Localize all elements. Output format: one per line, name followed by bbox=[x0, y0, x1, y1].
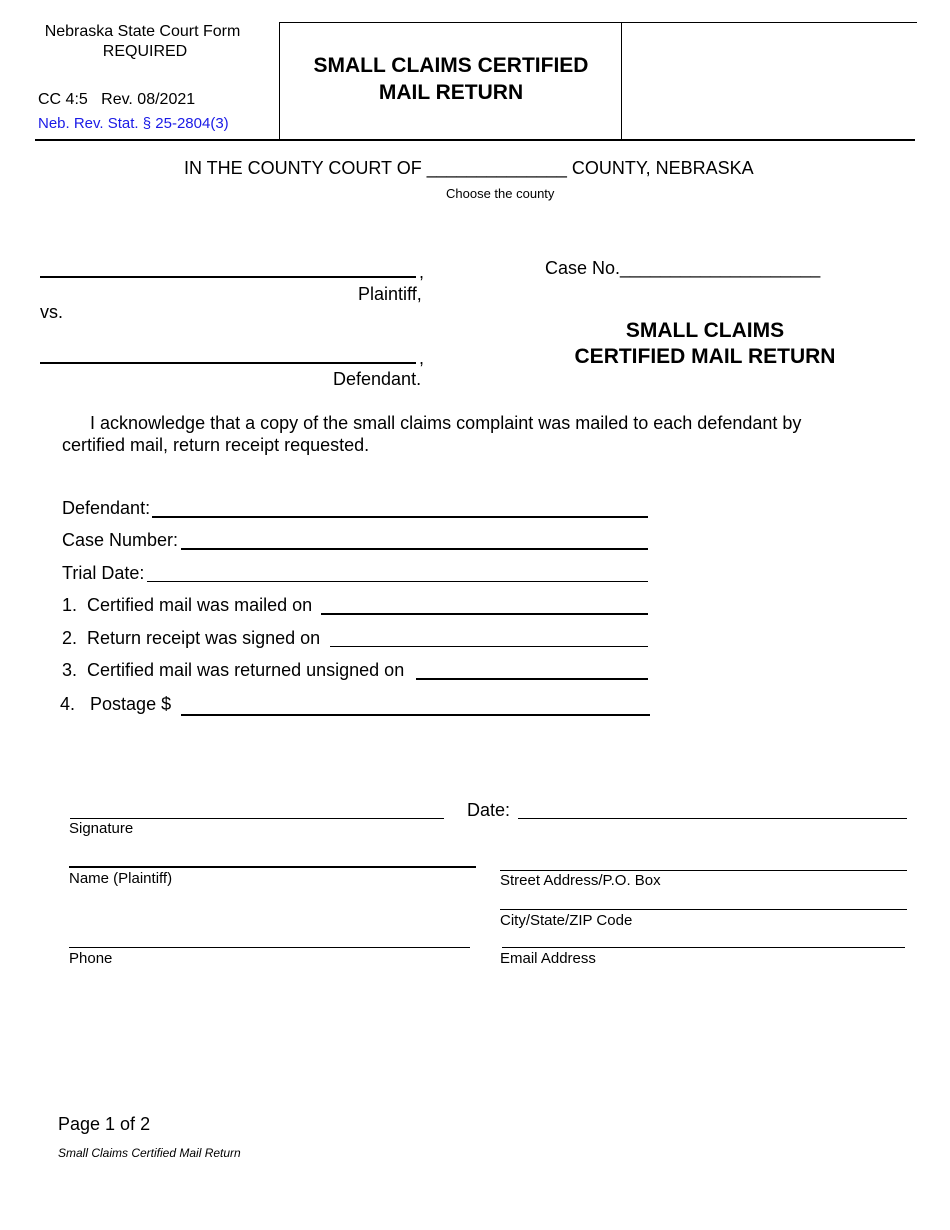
returned-unsigned-underline bbox=[416, 678, 648, 680]
street-underline bbox=[500, 870, 907, 871]
caption-title-line1: SMALL CLAIMS bbox=[625, 319, 785, 342]
item2-num: 2. bbox=[62, 628, 78, 648]
case-number-label: Case Number: bbox=[62, 530, 179, 550]
defendant-underline bbox=[40, 362, 416, 364]
postage-underline bbox=[181, 714, 650, 716]
form-revision: Rev. 08/2021 bbox=[101, 91, 196, 108]
item4-label: Postage $ bbox=[90, 694, 172, 714]
form-number: CC 4:5 bbox=[38, 91, 88, 108]
name-input[interactable] bbox=[69, 846, 479, 868]
trial-date-underline bbox=[147, 581, 648, 582]
item4 bbox=[60, 694, 171, 715]
signature-input[interactable] bbox=[70, 798, 447, 820]
footer-form-name: Small Claims Certified Mail Return bbox=[58, 1146, 241, 1160]
trial-date-label: Trial Date: bbox=[62, 563, 145, 583]
case-no-label: Case No. bbox=[545, 258, 621, 278]
phone-input[interactable] bbox=[69, 927, 473, 949]
form-title-line2: MAIL RETURN bbox=[378, 81, 524, 104]
form-title bbox=[280, 52, 622, 106]
acknowledgement-line2: certified mail, return receipt requested. bbox=[62, 435, 370, 455]
defendant-field-label: Defendant: bbox=[62, 498, 151, 518]
phone-underline bbox=[69, 947, 470, 948]
item1-num: 1. bbox=[62, 595, 78, 615]
defendant-name-input[interactable] bbox=[40, 342, 419, 364]
page-number: Page 1 of 2 bbox=[58, 1114, 151, 1134]
date-input[interactable] bbox=[518, 798, 910, 820]
court-line bbox=[184, 158, 754, 179]
item2 bbox=[62, 628, 320, 649]
signed-on-input[interactable] bbox=[330, 626, 651, 648]
postage-input[interactable] bbox=[181, 694, 653, 716]
item1 bbox=[62, 595, 312, 616]
court-suffix: COUNTY, NEBRASKA bbox=[571, 158, 754, 178]
street-input[interactable] bbox=[500, 850, 910, 872]
mailed-on-input[interactable] bbox=[321, 593, 651, 615]
item3-num: 3. bbox=[62, 660, 78, 680]
plaintiff-label: Plaintiff, bbox=[358, 284, 422, 304]
acknowledgement bbox=[62, 412, 801, 456]
city-underline bbox=[500, 909, 907, 910]
email-input[interactable] bbox=[502, 927, 908, 949]
signature-underline bbox=[70, 818, 444, 819]
mailed-on-underline bbox=[321, 613, 648, 615]
statute-link[interactable]: Neb. Rev. Stat. § 25-2804(3) bbox=[38, 115, 229, 132]
court-form-line1: Nebraska State Court Form bbox=[44, 23, 241, 40]
caption-title bbox=[560, 318, 850, 370]
email-label: Email Address bbox=[500, 950, 596, 967]
phone-label: Phone bbox=[69, 950, 113, 967]
defendant-field-input[interactable] bbox=[152, 496, 651, 518]
plaintiff-underline bbox=[40, 276, 416, 278]
street-label: Street Address/P.O. Box bbox=[500, 872, 661, 889]
date-label: Date: bbox=[467, 800, 511, 820]
city-input[interactable] bbox=[500, 889, 910, 911]
header-top-rule bbox=[279, 22, 917, 23]
item3-label: Certified mail was returned unsigned on bbox=[87, 660, 405, 680]
case-no-input[interactable]: ____________________ bbox=[620, 258, 821, 278]
defendant-label: Defendant. bbox=[333, 369, 422, 389]
item4-num: 4. bbox=[60, 694, 76, 714]
case-number-underline bbox=[181, 548, 648, 550]
caption-title-line2: CERTIFIED MAIL RETURN bbox=[574, 345, 836, 368]
form-number-block bbox=[38, 90, 195, 110]
date-underline bbox=[518, 818, 907, 819]
email-underline bbox=[502, 947, 905, 948]
acknowledgement-line1: I acknowledge that a copy of the small claims complaint was mailed to each defendant by bbox=[90, 413, 802, 433]
case-number-input[interactable] bbox=[181, 528, 651, 550]
returned-unsigned-input[interactable] bbox=[416, 658, 651, 680]
signature-label: Signature bbox=[69, 820, 134, 837]
vs-label: vs. bbox=[40, 302, 64, 322]
defendant-comma: , bbox=[419, 348, 425, 368]
form-title-line1: SMALL CLAIMS CERTIFIED bbox=[313, 54, 589, 77]
trial-date-input[interactable] bbox=[147, 561, 651, 583]
court-prefix: IN THE COUNTY COURT OF bbox=[184, 158, 422, 178]
item3 bbox=[62, 660, 404, 681]
name-label: Name (Plaintiff) bbox=[69, 870, 173, 887]
item1-label: Certified mail was mailed on bbox=[87, 595, 313, 615]
plaintiff-comma: , bbox=[419, 262, 425, 282]
county-hint: Choose the county bbox=[446, 186, 555, 201]
court-form-line2: REQUIRED bbox=[102, 43, 188, 60]
case-no bbox=[545, 258, 820, 279]
signed-on-underline bbox=[330, 646, 648, 647]
city-label: City/State/ZIP Code bbox=[500, 912, 633, 929]
name-underline bbox=[69, 866, 476, 868]
header-bottom-rule bbox=[35, 139, 915, 141]
item2-label: Return receipt was signed on bbox=[87, 628, 321, 648]
county-select[interactable]: ______________ bbox=[426, 158, 567, 178]
defendant-field-underline bbox=[152, 516, 648, 518]
plaintiff-name-input[interactable] bbox=[40, 256, 419, 278]
